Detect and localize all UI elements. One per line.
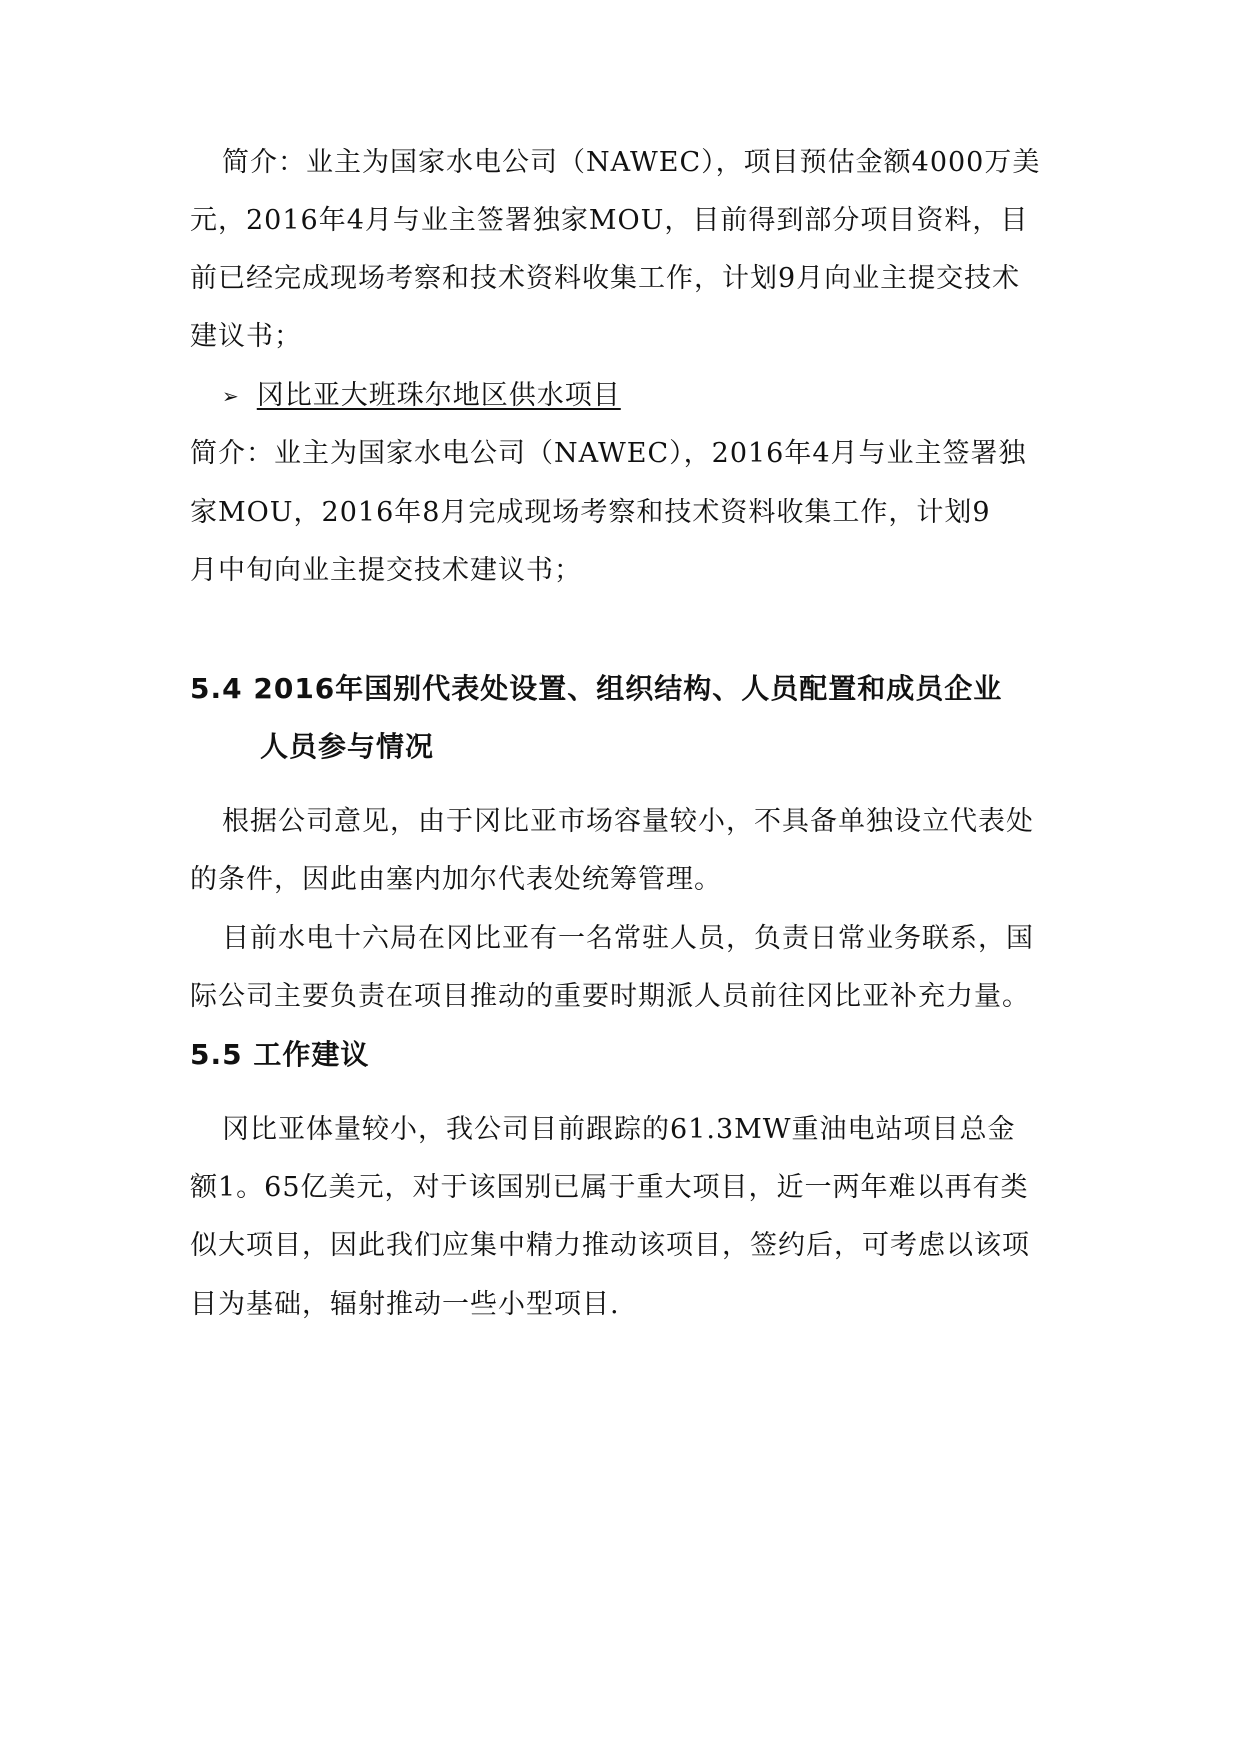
paragraph-line: 际公司主要负责在项目推动的重要时期派人员前往冈比亚补充力量。 <box>190 981 1030 1012</box>
paragraph-line: 根据公司意见，由于冈比亚市场容量较小，不具备单独设立代表处 <box>222 806 1034 837</box>
paragraph-line: 目前水电十六局在冈比亚有一名常驻人员，负责日常业务联系，国 <box>222 923 1034 954</box>
paragraph-line: 的条件，因此由塞内加尔代表处统筹管理。 <box>190 864 722 895</box>
section-heading: 5.4 2016年国别代表处设置、组织结构、人员配置和成员企业 <box>190 672 1003 705</box>
paragraph-line: 月中旬向业主提交技术建议书； <box>190 555 582 586</box>
paragraph-line: 元，2016年4月与业主签署独家MOU，目前得到部分项目资料，目 <box>190 205 1029 236</box>
section-heading: 5.5 工作建议 <box>190 1038 370 1071</box>
paragraph-line: 冈比亚体量较小，我公司目前跟踪的61.3MW重油电站项目总金 <box>222 1114 1016 1145</box>
paragraph-line: 似大项目，因此我们应集中精力推动该项目，签约后，可考虑以该项 <box>190 1230 1030 1261</box>
paragraph-line: 简介：业主为国家水电公司（NAWEC），项目预估金额4000万美 <box>222 147 1041 178</box>
section-heading-continuation: 人员参与情况 <box>260 730 435 763</box>
bullet-item <box>222 376 621 416</box>
paragraph-line: 建议书； <box>190 321 302 352</box>
paragraph-line: 家MOU，2016年8月完成现场考察和技术资料收集工作，计划9 <box>190 497 991 528</box>
paragraph-line: 简介：业主为国家水电公司（NAWEC），2016年4月与业主签署独 <box>190 438 1027 469</box>
paragraph-line: 目为基础，辐射推动一些小型项目. <box>190 1289 620 1320</box>
bullet-item-title: 冈比亚大班珠尔地区供水项目 <box>256 380 621 411</box>
paragraph-line: 前已经完成现场考察和技术资料收集工作，计划9月向业主提交技术 <box>190 263 1021 294</box>
paragraph-line: 额1。65亿美元，对于该国别已属于重大项目，近一两年难以再有类 <box>190 1172 1029 1203</box>
arrow-bullet-icon: ➢ <box>222 384 239 408</box>
